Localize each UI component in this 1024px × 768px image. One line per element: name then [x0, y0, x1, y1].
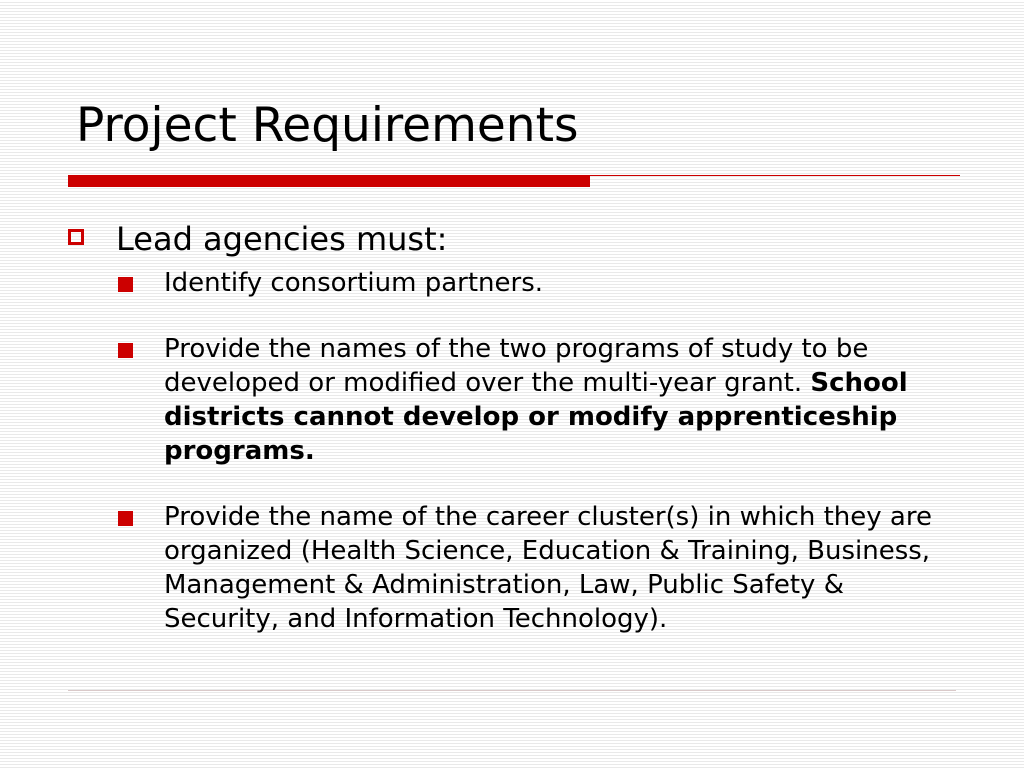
- hollow-square-bullet-icon: [68, 229, 84, 245]
- bullet-item-3-text: Provide the name of the career cluster(s) in which they are organized (Health Science, Education & Training, Business, Management & Administration, Law, Public Safety & Security, and Information Technology).: [164, 502, 932, 634]
- bullet-level1-text: Lead agencies must:: [116, 220, 448, 258]
- bullet-item-2-text: [164, 332, 964, 468]
- bullet-item-2-regular: Provide the names of the two programs of study to be developed or modified over the multi-year grant.: [164, 334, 869, 398]
- title-underline-thin: [590, 175, 960, 176]
- filled-square-bullet-icon: [118, 277, 133, 292]
- footer-divider: [68, 690, 956, 691]
- slide-title: Project Requirements: [76, 98, 579, 153]
- title-underline-thick: [68, 175, 590, 187]
- filled-square-bullet-icon: [118, 511, 133, 526]
- bullet-item-2-bold: School districts cannot develop or modify apprenticeship programs.: [164, 368, 908, 466]
- bullet-item-1-text: Identify consortium partners.: [164, 268, 544, 298]
- filled-square-bullet-icon: [118, 343, 133, 358]
